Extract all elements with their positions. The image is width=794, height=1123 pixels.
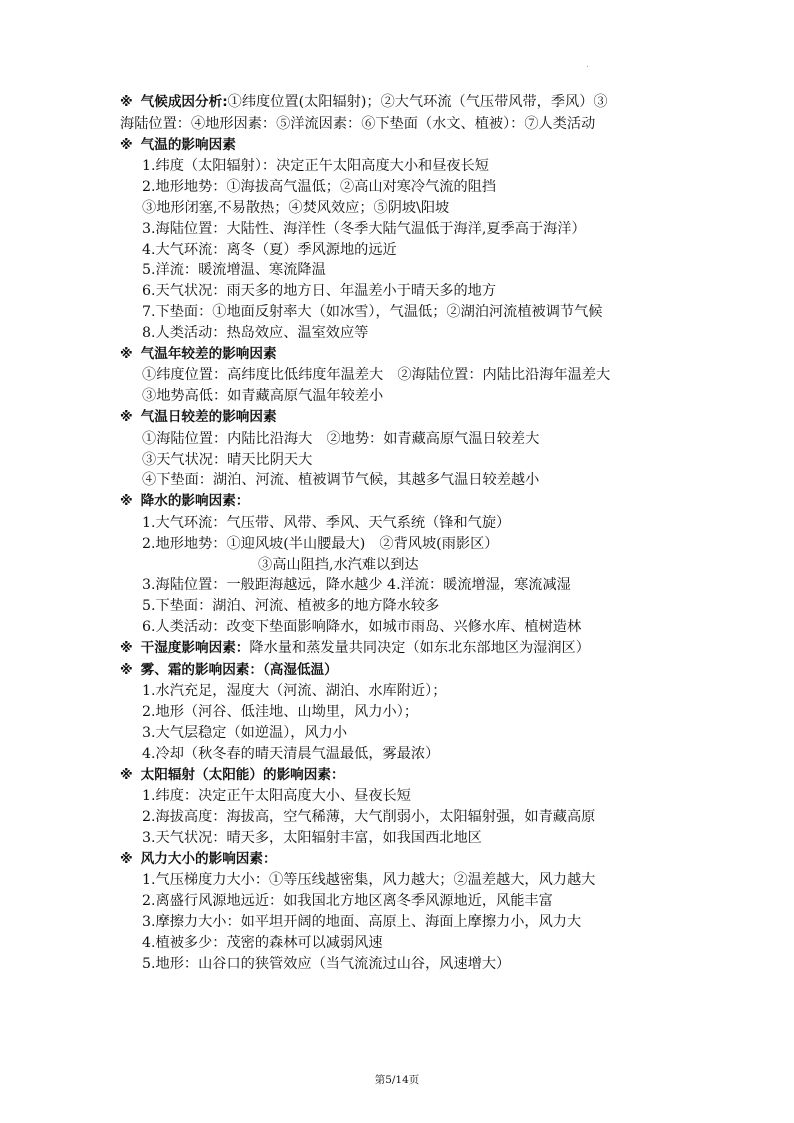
list-item: 3.海陆位置：大陆性、海洋性（冬季大陆气温低于海洋,夏季高于海洋）	[142, 220, 586, 237]
list-item: 4.植被多少：茂密的森林可以减弱风速	[142, 934, 383, 951]
list-item: 2.地形地势：①海拔高气温低；②高山对寒冷气流的阻挡	[142, 179, 497, 196]
list-item: ③天气状况：晴天比阴天大	[142, 451, 313, 468]
section-heading-line	[120, 491, 680, 513]
section-heading: 气温的影响因素	[140, 136, 236, 153]
list-item: 1.大气环流：气压带、风带、季风、天气系统（锋和气旋）	[142, 514, 511, 531]
section-heading: 风力大小的影响因素：	[140, 850, 277, 867]
list-item: 3.海陆位置：一般距海越远，降水越少 4.洋流：暖流增湿，寒流减湿	[142, 577, 571, 594]
list-item: 1.气压梯度力大小：①等压线越密集，风力越大；②温差越大，风力越大	[142, 872, 596, 889]
reference-mark-icon: ※	[120, 851, 133, 867]
list-item: 2.离盛行风源地远近：如我国北方地区离冬季风源地近，风能丰富	[142, 893, 553, 910]
list-item: 5.地形：山谷口的狭管效应（当气流流过山谷，风速增大）	[142, 955, 511, 972]
section-wind-force	[120, 849, 680, 975]
list-item: 4.冷却（秋冬春的晴天清晨气温最低，雾最浓）	[142, 745, 440, 762]
section-humidity	[120, 638, 680, 660]
section-heading: 气温年较差的影响因素	[140, 345, 277, 362]
list-item: ①纬度位置：高纬度比低纬度年温差大 ②海陆位置：内陆比沿海年温差大	[142, 367, 611, 384]
list-item: 3.大气层稳定（如逆温），风力小	[142, 724, 348, 741]
reference-mark-icon: ※	[120, 662, 133, 678]
reference-mark-icon: ※	[120, 494, 133, 510]
section-climate-cause	[120, 92, 680, 135]
list-item: ③地形闭塞,不易散热；④焚风效应；⑤阴坡\阳坡	[142, 199, 450, 216]
list-item: 3.摩擦力大小：如平坦开阔的地面、高原上、海面上摩擦力小，风力大	[142, 914, 582, 931]
list-item: ③地势高低：如青藏高原气温年较差小	[142, 388, 384, 405]
section-heading-line	[120, 407, 680, 429]
list-item: 5.下垫面：湖泊、河流、植被多的地方降水较多	[142, 598, 440, 615]
page-dot-mark: .	[586, 60, 589, 70]
list-item: 4.大气环流：离冬（夏）季风源地的远近	[142, 241, 397, 258]
list-item: 1.纬度：决定正午太阳高度大小、昼夜长短	[142, 788, 411, 805]
section-heading-line	[120, 92, 680, 114]
section-heading: 干湿度影响因素：	[140, 639, 250, 656]
list-item: 3.天气状况：晴天多，太阳辐射丰富，如我国西北地区	[142, 829, 482, 846]
list-item: 1.纬度（太阳辐射）：决定正午太阳高度大小和昼夜长短	[142, 158, 489, 175]
section-heading-line	[120, 344, 680, 366]
reference-mark-icon: ※	[120, 640, 133, 656]
page-number: 第5/14页	[374, 1074, 420, 1086]
section-heading-text: ①纬度位置(太阳辐射)；②大气环流（气压带风带，季风）③	[227, 94, 608, 110]
section-heading-line	[120, 765, 680, 787]
reference-mark-icon: ※	[120, 137, 133, 153]
reference-mark-icon: ※	[120, 346, 133, 362]
section-heading: 太阳辐射（太阳能）的影响因素：	[140, 766, 345, 783]
section-heading: 气温日较差的影响因素	[140, 408, 277, 425]
list-item: 2.地形地势：①迎风坡(半山腰最大) ②背风坡(雨影区）	[142, 535, 499, 552]
section-temperature-factors	[120, 135, 680, 344]
section-heading-line	[120, 638, 680, 660]
section-solar-radiation	[120, 765, 680, 849]
list-item: 2.地形（河谷、低洼地、山坳里，风力小）；	[142, 704, 419, 721]
list-item: 7.下垫面：①地面反射率大（如冰雪），气温低；②湖泊河流植被调节气候	[142, 303, 603, 320]
list-item: 6.人类活动：改变下垫面影响降水，如城市雨岛、兴修水库、植树造林	[142, 618, 582, 635]
document-body	[120, 92, 680, 974]
reference-mark-icon: ※	[120, 95, 133, 110]
section-fog-frost	[120, 660, 680, 765]
list-item: 6.天气状况：雨天多的地方日、年温差小于晴天多的地方	[142, 283, 497, 300]
section-heading: 降水的影响因素：	[140, 493, 250, 510]
list-item: ③高山阻挡,水汽难以到达	[258, 556, 419, 573]
reference-mark-icon: ※	[120, 767, 133, 783]
list-item: 2.海拔高度：海拔高，空气稀薄，大气削弱小，太阳辐射强，如青藏高原	[142, 809, 596, 826]
section-heading-line	[120, 849, 680, 871]
section-annual-range	[120, 344, 680, 407]
list-item: 8.人类活动：热岛效应、温室效应等	[142, 324, 369, 341]
section-heading: 雾、霜的影响因素：（高湿低温）	[140, 661, 338, 678]
list-item: 1.水汽充足，湿度大（河流、湖泊、水库附近）；	[142, 683, 447, 700]
list-item: ④下垫面：湖泊、河流、植被调节气候，其越多气温日较差越小	[142, 472, 540, 489]
list-item: 5.洋流：暖流增温、寒流降温	[142, 262, 326, 279]
list-item: 海陆位置：④地形因素：⑤洋流因素：⑥下垫面（水文、植被）：⑦人类活动	[120, 115, 596, 132]
section-daily-range	[120, 407, 680, 491]
section-heading-line	[120, 660, 680, 682]
reference-mark-icon: ※	[120, 409, 133, 425]
list-item: ①海陆位置：内陆比沿海大 ②地势：如青藏高原气温日较差大	[142, 430, 540, 447]
section-heading-line	[120, 135, 680, 157]
section-precipitation	[120, 491, 680, 638]
section-heading: 气候成因分析:	[140, 94, 228, 110]
section-heading-text: 降水量和蒸发量共同决定（如东北东部地区为湿润区）	[249, 639, 590, 656]
